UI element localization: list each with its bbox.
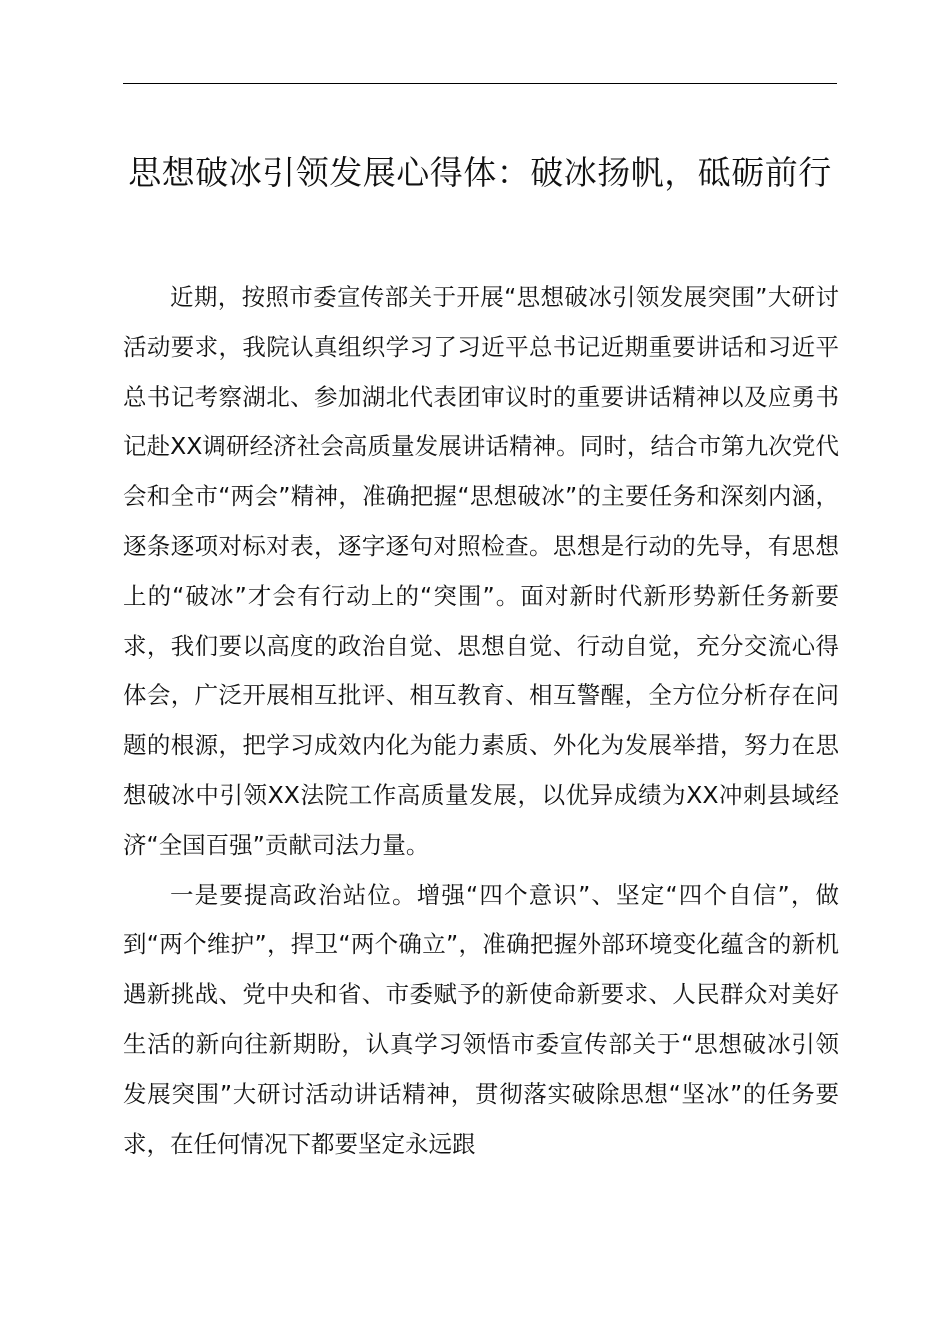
paragraph-point-one: 一是要提高政治站位。增强“四个意识”、坚定“四个自信”，做到“两个维护”，捍卫“两个确立”，准确把握外部环境变化蕴含的新机遇新挑战、党中央和省、市委赋予的新使命新要求、人民群众对美好生活的新向往新期盼，认真学习领悟市委宣传部关于“思想破冰引领发展突围”大研讨活动讲话精神，贯彻落实破除思想“坚冰”的任务要求，在任何情况下都要坚定永远跟 bbox=[123, 880, 839, 1158]
document-title: 思想破冰引领发展心得体：破冰扬帆，砥砺前行 bbox=[128, 153, 832, 192]
header-rule bbox=[123, 83, 837, 84]
document-body bbox=[123, 273, 839, 1169]
paragraph-intro: 近期，按照市委宣传部关于开展“思想破冰引领发展突围”大研讨活动要求，我院认真组织学习了习近平总书记近期重要讲话和习近平总书记考察湖北、参加湖北代表团审议时的重要讲话精神以及应勇书记赴XX调研经济社会高质量发展讲话精神。同时，结合市第九次党代会和全市“两会”精神，准确把握“思想破冰”的主要任务和深刻内涵，逐条逐项对标对表，逐字逐句对照检查。思想是行动的先导，有思想上的“破冰”才会有行动上的“突围”。面对新时代新形势新任务新要求，我们要以高度的政治自觉、思想自觉、行动自觉，充分交流心得体会，广泛开展相互批评、相互教育、相互警醒，全方位分析存在问题的根源，把学习成效内化为能力素质、外化为发展举措，努力在思想破冰中引领XX法院工作高质量发展，以优异成绩为XX冲刺县域经济“全国百强”贡献司法力量。 bbox=[123, 283, 839, 859]
